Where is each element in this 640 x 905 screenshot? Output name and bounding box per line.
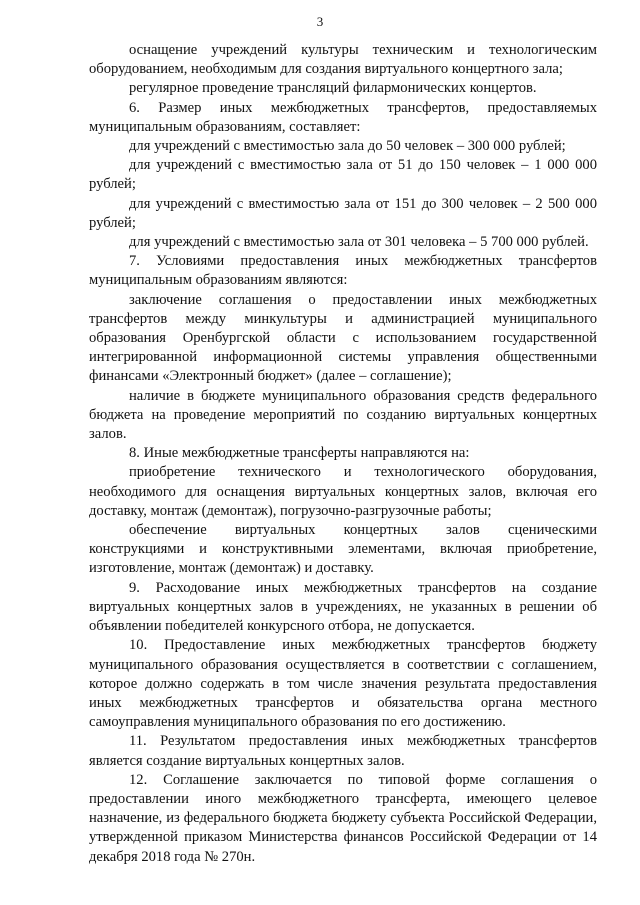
paragraph-stage-constructions: обеспечение виртуальных концертных залов сценическими конструкциями и конструктивными элементами, включая приобретение, изготовление, монтаж (демонтаж) и доставку. <box>89 522 597 577</box>
paragraph-item-10: 10. Предоставление иных межбюджетных трансфертов бюджету муниципального образования осуществляется в соответствии с соглашением, которое должно содержать в том числе значения результата предоставления иных межбюджетных трансфертов и обязательства органа местного самоуправления муниципального образования по его достижению. <box>89 637 597 731</box>
paragraph-capacity-51-150: для учреждений с вместимостью зала от 51 до 150 человек – 1 000 000 рублей; <box>89 157 597 193</box>
paragraph-item-12: 12. Соглашение заключается по типовой форме соглашения о предоставлении иного межбюджетного трансферта, имеющего целевое назначение, из федерального бюджета бюджету субъекта Российской Федерации, утвержденной приказом Министерства финансов Российской Федерации от 14 декабря 2018 года № 270н. <box>89 771 597 865</box>
paragraph-capacity-151-300: для учреждений с вместимостью зала от 151 до 300 человек – 2 500 000 рублей; <box>89 195 597 231</box>
paragraph-capacity-301: для учреждений с вместимостью зала от 301 человека – 5 700 000 рублей. <box>129 234 589 251</box>
paragraph-equipment-purchase: приобретение технического и технологического оборудования, необходимого для оснащения виртуальных концертных залов, включая его доставку, монтаж (демонтаж), погрузочно-разгрузочные работы; <box>89 464 597 519</box>
paragraph-broadcasts: регулярное проведение трансляций филармонических концертов. <box>129 80 537 97</box>
paragraph-item-7: 7. Условиями предоставления иных межбюджетных трансфертов муниципальным образованиям являются: <box>89 253 597 289</box>
page-number: 3 <box>316 14 324 29</box>
paragraph-budget-funds: наличие в бюджете муниципального образования средств федерального бюджета на проведение мероприятий по созданию виртуальных концертных залов. <box>89 387 597 443</box>
paragraph-capacity-50: для учреждений с вместимостью зала до 50 человек – 300 000 рублей; <box>129 138 566 155</box>
paragraph-item-8: 8. Иные межбюджетные трансферты направляются на: <box>129 445 470 462</box>
paragraph-item-6: 6. Размер иных межбюджетных трансфертов, предоставляемых муниципальным образованиям, составляет: <box>89 99 597 135</box>
document-body <box>89 41 597 867</box>
paragraph-item-11: 11. Результатом предоставления иных межбюджетных трансфертов является создание виртуальных концертных залов. <box>89 733 597 769</box>
paragraph-agreement: заключение соглашения о предоставлении иных межбюджетных трансфертов между минкультуры и администрацией муниципального образования Оренбургской области с использованием государственной интегрированной информационной системы управления общественными финансами «Электронный бюджет» (далее – соглашение); <box>89 291 597 385</box>
paragraph-item-9: 9. Расходование иных межбюджетных трансфертов на создание виртуальных концертных залов в учреждениях, не указанных в решении об объявлении победителей конкурсного отбора, не допускается. <box>89 579 597 635</box>
paragraph-equipment: оснащение учреждений культуры техническим и технологическим оборудованием, необходимым для создания виртуального концертного зала; <box>89 42 597 78</box>
